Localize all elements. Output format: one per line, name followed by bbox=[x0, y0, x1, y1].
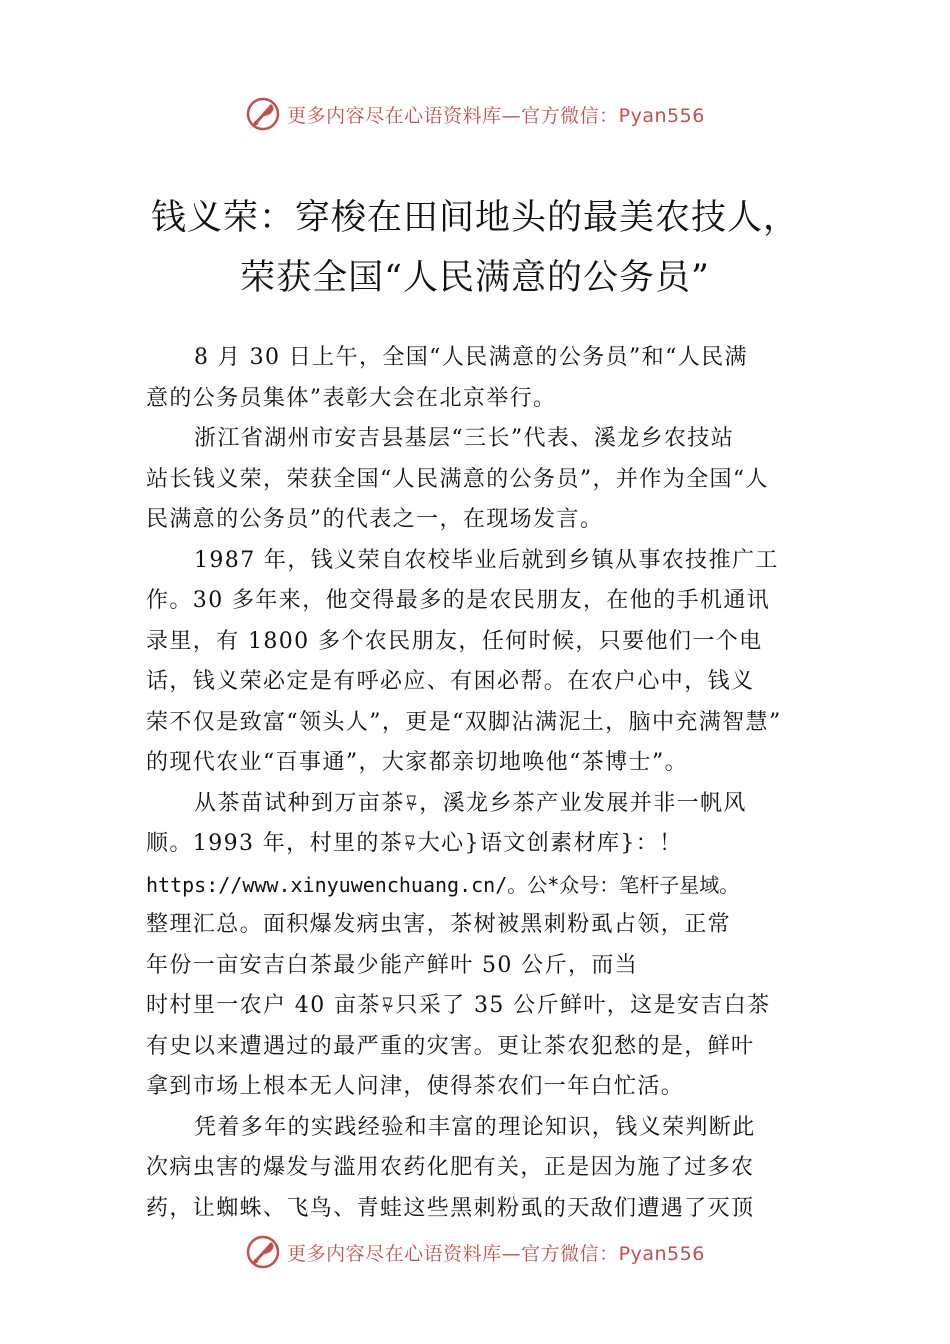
header-watermark bbox=[0, 92, 950, 136]
paragraph-line: https://www.xinyuwenchuang.cn/。公*众号：笔杆子星域。 bbox=[146, 872, 740, 897]
paragraph-line: 意的公务员集体”表彰大会在北京举行。 bbox=[146, 385, 557, 411]
article-title-line-2: 荣获全国“人民满意的公务员” bbox=[240, 258, 710, 298]
wechat-id: Pyan556 bbox=[618, 1242, 705, 1265]
quill-logo-icon bbox=[245, 96, 281, 132]
paragraph-line: 从茶苗试种到万亩茶⍫，溪龙乡茶产业发展并非一帆风 bbox=[194, 790, 747, 816]
paragraph-line: 拿到市场上根本无人问津，使得茶农们一年白忙活。 bbox=[146, 1074, 685, 1099]
watermark-text: 更多内容尽在心语资料库—官方微信：Pyan556 bbox=[287, 1242, 705, 1265]
paragraph-line: 荣不仅是致富“领头人”，更是“双脚沾满泥土，脑中充满智慧” bbox=[146, 709, 782, 735]
paragraph-line: 浙江省湖州市安吉县基层“三长”代表、溪龙乡农技站 bbox=[194, 426, 735, 451]
paragraph-line: 的现代农业“百事通”，大家都亲切地唤他“茶博士”。 bbox=[146, 750, 688, 775]
paragraph-line: 站长钱义荣，荣获全国“人民满意的公务员”，并作为全国“人 bbox=[146, 466, 769, 492]
paragraph-line: 录里，有 1800 多个农民朋友，任何时候，只要他们一个电 bbox=[146, 628, 763, 654]
paragraph-line: 有史以来遭遇过的最严重的灾害。更让茶农犯愁的是，鲜叶 bbox=[146, 1033, 755, 1059]
paragraph-line: 1987 年，钱义荣自农校毕业后就到乡镇从事农技推广工 bbox=[194, 547, 779, 573]
quill-logo-icon bbox=[245, 1234, 281, 1270]
paragraph-line: 凭着多年的实践经验和丰富的理论知识，钱义荣判断此 bbox=[194, 1114, 756, 1140]
paragraph-line: 时村里一农户 40 亩茶⍫只采了 35 公斤鲜叶，这是安吉白茶 bbox=[146, 993, 771, 1018]
footer-watermark bbox=[0, 1230, 950, 1274]
watermark-text: 更多内容尽在心语资料库—官方微信：Pyan556 bbox=[287, 104, 705, 127]
paragraph-line: 整理汇总。面积爆发病虫害，茶树被黑刺粉虱占领，正常 bbox=[146, 912, 732, 937]
paragraph-line: 年份一亩安吉白茶最少能产鲜叶 50 公斤，而当 bbox=[146, 952, 639, 978]
paragraph-line: 8 月 30 日上午，全国“人民满意的公务员”和“人民满 bbox=[194, 345, 748, 370]
paragraph-line: 话，钱义荣必定是有呼必应、有困必帮。在农户心中，钱义 bbox=[146, 669, 755, 694]
paragraph-line: 顺。1993 年，村里的茶⍫大心}语文创素材库}：！ bbox=[146, 831, 683, 856]
wechat-id: Pyan556 bbox=[618, 104, 705, 127]
article-body bbox=[146, 338, 806, 1229]
paragraph-line: 民满意的公务员”的代表之一，在现场发言。 bbox=[146, 507, 604, 532]
paragraph-line: 次病虫害的爆发与滥用农药化肥有关，正是因为施了过多农 bbox=[146, 1155, 755, 1180]
paragraph-line: 药，让蜘蛛、飞鸟、青蛙这些黑刺粉虱的天敌们遭遇了灭顶 bbox=[146, 1195, 755, 1221]
paragraph-line: 作。30 多年来，他交得最多的是农民朋友，在他的手机通讯 bbox=[146, 588, 771, 613]
article-title-line-1: 钱义荣：穿梭在田间地头的最美农技人， bbox=[150, 198, 799, 238]
